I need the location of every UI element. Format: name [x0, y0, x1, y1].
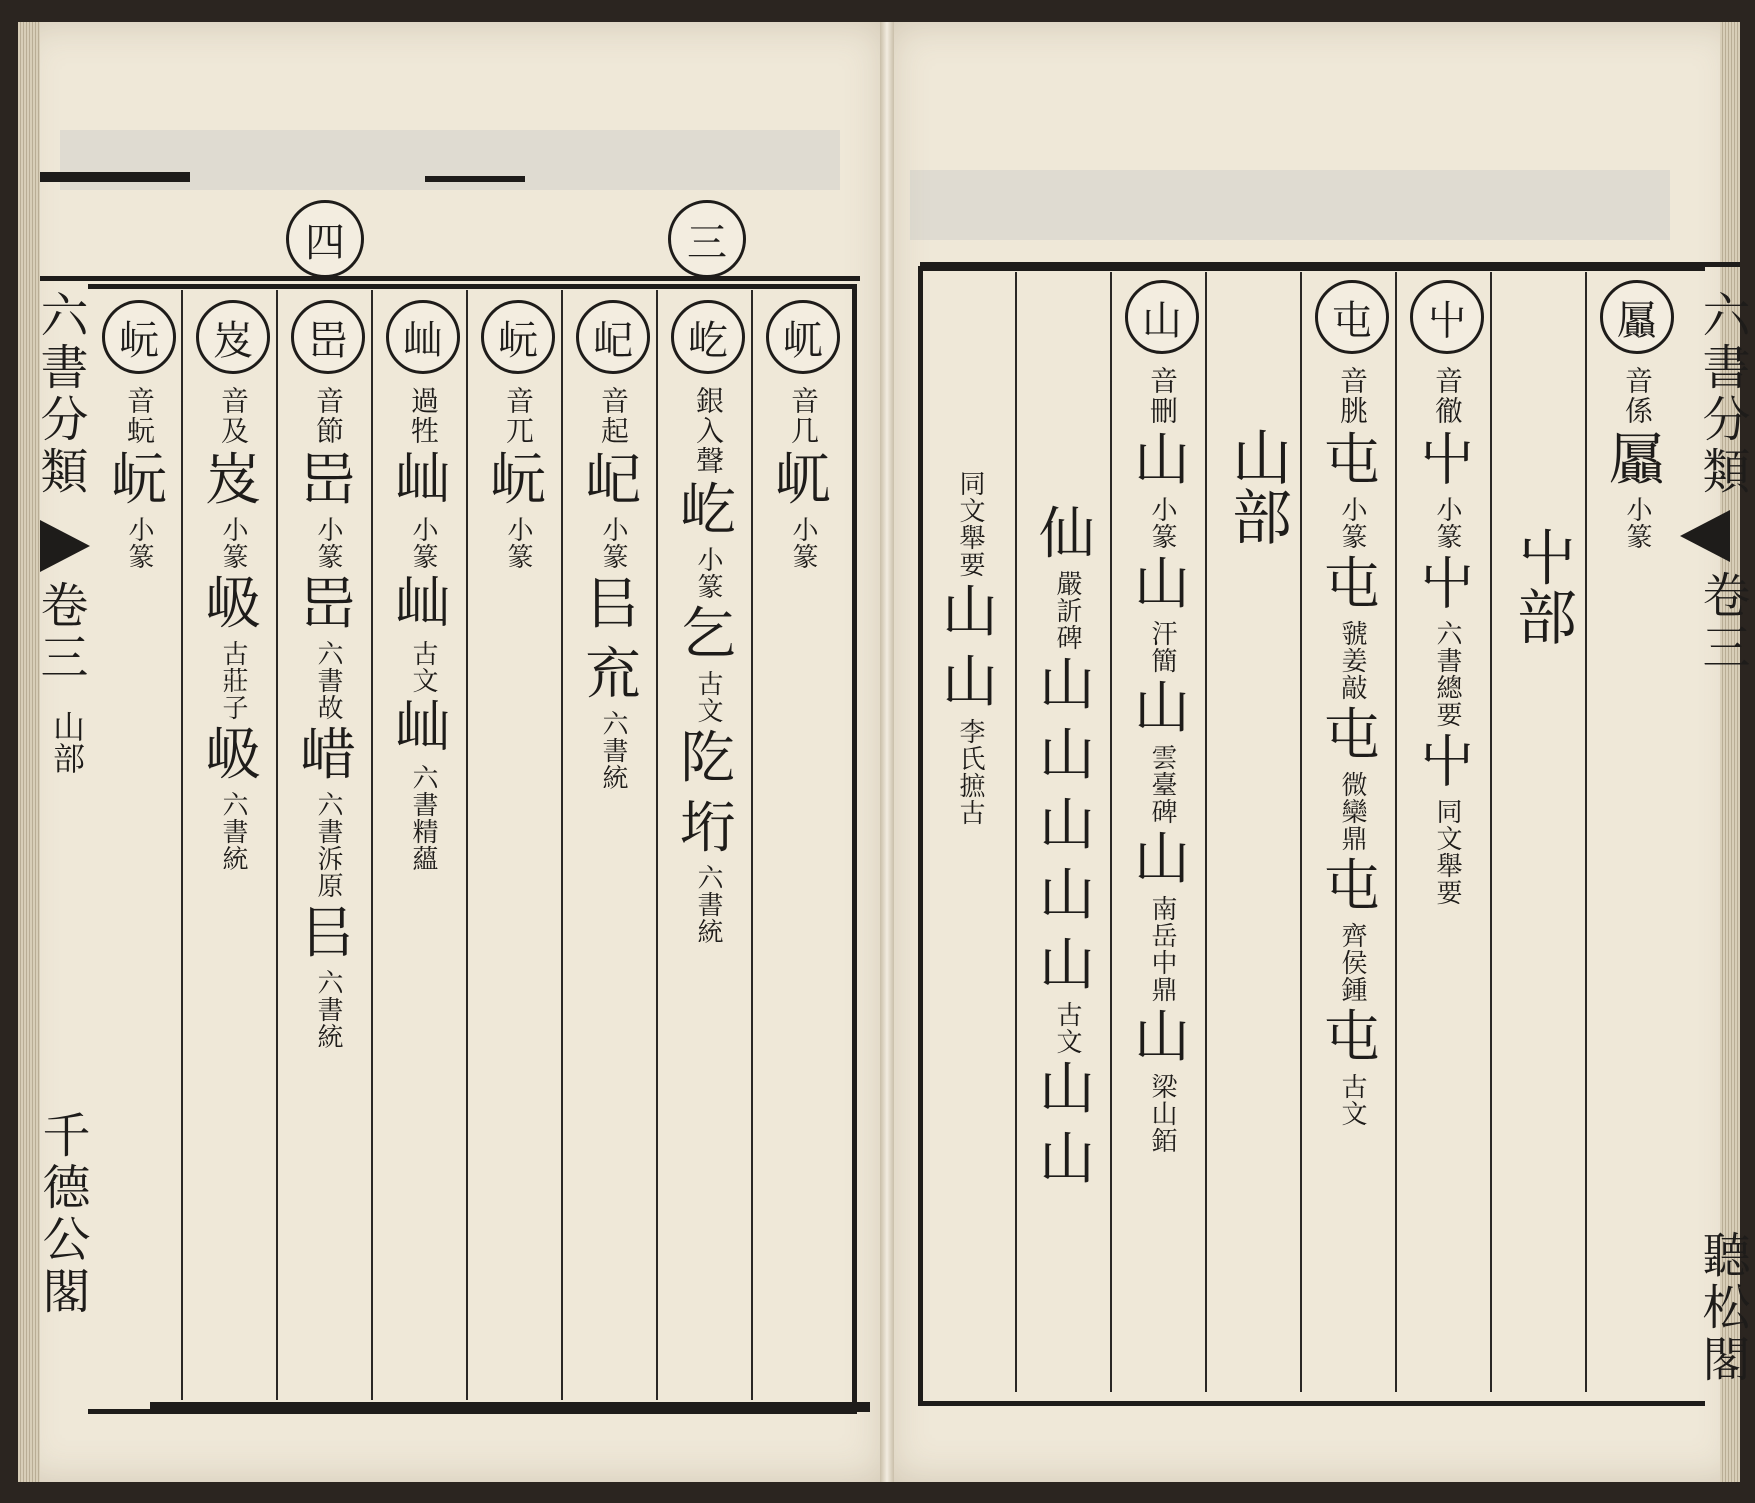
fish-tail-mark: [1680, 510, 1730, 562]
bleed-through: [910, 170, 1670, 240]
seal-glyph: 屾: [395, 572, 451, 637]
entry-column-r6: [1117, 280, 1207, 1154]
seal-glyph: 乞: [680, 602, 736, 667]
seal-glyph: 山: [1134, 827, 1190, 892]
seal-glyph: 屼: [775, 448, 831, 513]
entry-column-r4: [1307, 280, 1397, 1127]
source-note: 雲臺: [1147, 744, 1177, 798]
right-margin-title: 六書分類: [1694, 290, 1750, 498]
source-note: 小篆: [1622, 496, 1652, 550]
seal-glyph: 山: [1134, 676, 1190, 741]
source-note: 古莊子: [218, 640, 248, 721]
entry-column-7: [188, 300, 278, 872]
header-rule: [40, 172, 190, 182]
seal-glyph: 垳: [680, 796, 736, 861]
source-note: 小篆: [313, 516, 343, 570]
source-note: 鼎: [1337, 825, 1367, 852]
seal-glyph: 屯: [1324, 703, 1380, 768]
source-note: 碑: [1052, 624, 1082, 651]
source-note: 古文: [693, 670, 723, 724]
source-note: 嚴訢: [1052, 570, 1082, 624]
seal-glyph: 屺: [585, 448, 641, 513]
pronunciation-note: 音刪: [1146, 366, 1179, 426]
source-note: 鍾: [1337, 976, 1367, 1003]
source-note: 南岳: [1147, 895, 1177, 949]
entry-column-4: [473, 300, 563, 570]
source-note: 古文: [1052, 1001, 1082, 1055]
bottom-rule: [150, 1402, 870, 1412]
source-note: 同文: [1432, 798, 1462, 852]
pronunciation-note: 音及: [217, 386, 250, 446]
source-note: 小篆: [788, 516, 818, 570]
source-note: 總要: [1432, 674, 1462, 728]
entry-column-5: [378, 300, 468, 872]
pronunciation-note: 音兀: [502, 386, 535, 446]
seal-glyph: 岏: [490, 448, 546, 513]
source-note: 古文: [1337, 1073, 1367, 1127]
left-margin-publisher: 千德公閣: [34, 1110, 90, 1318]
entry-column-1: [758, 300, 848, 570]
seal-glyph: 屯: [1324, 552, 1380, 617]
entry-column-r8: [925, 470, 1015, 826]
book-spine: [880, 22, 894, 1482]
source-note: 中鼎: [1147, 949, 1177, 1003]
source-note: 六書: [408, 764, 438, 818]
entry-head: 屾: [386, 300, 460, 374]
entry-head: 山: [1125, 280, 1199, 354]
pronunciation-note: 音起: [597, 386, 630, 446]
seal-glyph: 山: [1039, 863, 1095, 928]
seal-glyph: 㠯: [585, 572, 641, 637]
header-rule: [425, 176, 525, 182]
source-note: 小篆: [124, 516, 154, 570]
seal-glyph: 山: [1134, 1005, 1190, 1070]
seal-glyph: 山: [1039, 723, 1095, 788]
source-note: 小篆: [1147, 496, 1177, 550]
seal-glyph: 岋: [205, 572, 261, 637]
pronunciation-note: 過牲: [407, 386, 440, 446]
left-margin-section: 山部: [48, 710, 86, 774]
entry-head: 岏: [481, 300, 555, 374]
seal-glyph: 屮: [1419, 730, 1475, 795]
entry-head: 屹: [671, 300, 745, 374]
source-note: 六書: [313, 791, 343, 845]
column-divider: [1585, 272, 1587, 1392]
seal-glyph: 山: [1039, 653, 1095, 718]
left-margin-volume: 卷三: [32, 580, 88, 684]
source-note: 汗簡: [1147, 620, 1177, 674]
seal-glyph: 岋: [205, 723, 261, 788]
radical-heading: 屮部: [1507, 526, 1577, 646]
seal-glyph: 仙: [1039, 502, 1095, 567]
seal-glyph: 山: [942, 650, 998, 715]
circle-number-4: 四: [286, 200, 364, 278]
pronunciation-note: 音係: [1621, 366, 1654, 426]
column-divider: [1015, 272, 1017, 1392]
entry-column-3: [568, 300, 658, 791]
source-note: 六書故: [313, 640, 343, 721]
seal-glyph: 山: [1134, 552, 1190, 617]
entry-head: 屭: [1600, 280, 1674, 354]
seal-glyph: 屯: [1324, 428, 1380, 493]
seal-glyph: 山: [1039, 793, 1095, 858]
seal-glyph: 岊: [300, 448, 356, 513]
seal-glyph: 山: [1039, 1057, 1095, 1122]
left-margin-title: 六書分類: [32, 290, 88, 498]
seal-glyph: 阣: [680, 726, 736, 791]
entry-column-r7: [1022, 500, 1112, 1195]
seal-glyph: 屹: [680, 478, 736, 543]
entry-column-2: [663, 300, 753, 945]
seal-glyph: 屯: [1324, 854, 1380, 919]
source-note: 六書統: [218, 791, 248, 872]
right-margin-publisher: 聽松閣: [1694, 1230, 1750, 1386]
source-note: 同文: [955, 470, 985, 524]
pronunciation-note: 音節: [312, 386, 345, 446]
seal-glyph: 屾: [395, 696, 451, 761]
source-note: 摭古: [955, 772, 985, 826]
radical-heading-shan: [1212, 420, 1302, 552]
entry-head: 屯: [1315, 280, 1389, 354]
seal-glyph: 山: [942, 580, 998, 645]
source-note: 六書統: [693, 864, 723, 945]
right-margin-volume: 卷三: [1694, 570, 1750, 674]
seal-glyph: 山: [1039, 1127, 1095, 1192]
entry-column-r1: [1592, 280, 1682, 550]
source-note: 小篆: [218, 516, 248, 570]
circle-number-3: 三: [668, 200, 746, 278]
source-note: 微欒: [1337, 771, 1367, 825]
entry-head: 岏: [102, 300, 176, 374]
pronunciation-note: 音朓: [1336, 366, 1369, 426]
source-note: 六書統: [313, 969, 343, 1050]
source-note: 小篆: [408, 516, 438, 570]
seal-glyph: 屭: [1609, 428, 1665, 493]
seal-glyph: 屮: [1419, 552, 1475, 617]
source-note: 李氏: [955, 718, 985, 772]
pronunciation-note: 銀入聲: [692, 386, 725, 476]
seal-glyph: 岌: [205, 448, 261, 513]
source-note: 泝原: [313, 845, 343, 899]
entry-column-r3: [1402, 280, 1492, 906]
entry-head: 岌: [196, 300, 270, 374]
seal-glyph: 山: [1134, 428, 1190, 493]
header-rule: [40, 276, 860, 281]
seal-glyph: 屾: [395, 448, 451, 513]
seal-glyph: 㐬: [585, 642, 641, 707]
source-note: 小篆: [598, 516, 628, 570]
pronunciation-note: 音几: [787, 386, 820, 446]
pronunciation-note: 音徹: [1431, 366, 1464, 426]
entry-column-8: [95, 300, 183, 570]
source-note: 小篆: [693, 546, 723, 600]
source-note: 虢姜: [1337, 620, 1367, 674]
pronunciation-note: 音蚖: [123, 386, 156, 446]
source-note: 梁山: [1147, 1073, 1177, 1127]
source-note: 舉要: [955, 524, 985, 578]
source-note: 六書: [1432, 620, 1462, 674]
source-note: 精蘊: [408, 818, 438, 872]
seal-glyph: 岏: [111, 448, 167, 513]
source-note: 小篆: [503, 516, 533, 570]
source-note: 銆: [1147, 1127, 1177, 1154]
entry-head: 屺: [576, 300, 650, 374]
entry-head: 屼: [766, 300, 840, 374]
source-note: 古文: [408, 640, 438, 694]
fish-tail-mark: [40, 520, 90, 572]
source-note: 舉要: [1432, 852, 1462, 906]
seal-glyph: 屮: [1419, 428, 1475, 493]
seal-glyph: 㠯: [300, 901, 356, 966]
seal-glyph: 山: [1039, 933, 1095, 998]
seal-glyph: 岊: [300, 572, 356, 637]
seal-glyph: 屯: [1324, 1005, 1380, 1070]
source-note: 敲: [1337, 674, 1367, 701]
source-note: 小篆: [1337, 496, 1367, 550]
source-note: 齊侯: [1337, 922, 1367, 976]
entry-head: 岊: [291, 300, 365, 374]
seal-glyph: 㟙: [300, 723, 356, 788]
entry-column-6: [283, 300, 373, 1050]
radical-heading: 山部: [1222, 426, 1292, 546]
entry-head: 屮: [1410, 280, 1484, 354]
source-note: 六書統: [598, 710, 628, 791]
source-note: 碑: [1147, 798, 1177, 825]
source-note: 小篆: [1432, 496, 1462, 550]
radical-heading-che: [1497, 520, 1587, 652]
